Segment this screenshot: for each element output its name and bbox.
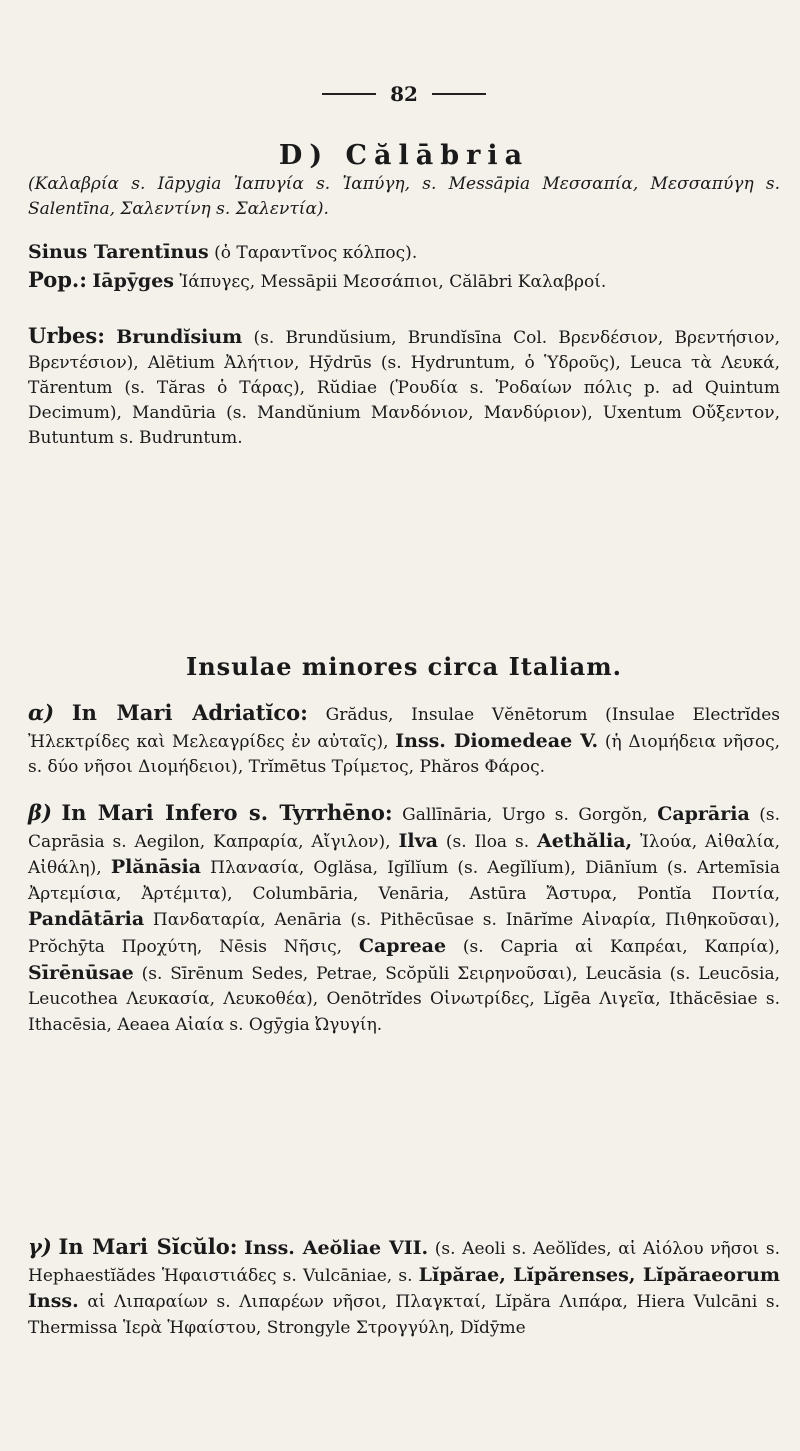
gamma-inss: Inss. Aeŏliae VII. — [244, 1237, 429, 1259]
header-rule-right — [432, 93, 486, 95]
beta-text-c: (s. Iloa s. — [445, 831, 530, 852]
sinus-text: (ὁ Ταραντῖνος κόλπος). — [214, 243, 418, 263]
pop-head: Pop.: — [28, 267, 87, 292]
section-title: D) Călābria — [278, 140, 530, 171]
pop-lead: Iāpȳges — [92, 270, 174, 292]
alpha-marker: α) — [28, 700, 55, 725]
beta-planasia: Plănāsia — [110, 856, 201, 879]
calabria-paragraph — [28, 172, 780, 222]
alpha-inss: Inss. Diomedeae V. — [395, 729, 599, 752]
beta-text-a: Gallīnāria, Urgo s. Gorgŏn, — [402, 805, 648, 825]
gamma-paragraph — [28, 1234, 780, 1341]
urbes-head: Urbes: — [28, 323, 105, 348]
beta-text-b: (s. Caprāsia s. Aegilon, Καπραρία, Αἴγιλον), — [28, 805, 780, 852]
beta-aethalia: Aethălia, — [537, 829, 633, 852]
alpha-paragraph — [28, 700, 780, 781]
page-number: 82 — [390, 82, 418, 106]
alpha-text-a: Grădus, Insulae Vĕnētorum (Insulae Electrĭdes Ἠλεκτρίδες καὶ Μελεαγρίδες ἐν αὐταῖς), — [28, 705, 780, 752]
beta-head: In Mari Infero s. Tyrrhēno: — [61, 800, 393, 825]
page-header — [28, 82, 780, 106]
beta-sirenusae: Sīrēnūsae — [28, 961, 134, 984]
urbes-paragraph — [28, 323, 780, 451]
beta-text-f: Πανδαταρία, Aenāria (s. Pithēcūsae s. Inārĭme Αἰναρία, Πιθηκοῦσαι), Prŏchȳta Προχύτη, Nēsis Νῆσις, — [28, 910, 780, 957]
pop-text: Ἰάπυγες, Messāpii Μεσσάπιοι, Călābri Καλαβροί. — [179, 272, 607, 292]
beta-ilva: Ilva — [398, 829, 438, 852]
beta-pandataria: Pandātāria — [28, 908, 145, 931]
beta-text-d: Ἰλούα, Αἰθαλία, Αἰθάλη), — [28, 831, 781, 879]
header-rule-left — [322, 93, 376, 95]
gamma-text-a: (s. Aeoli s. Aeŏlĭdes, αἱ Αἰόλου νῆσοι s. Hephaestĭădes Ἡφαιστιάδες s. Vulcāniae, s. — [28, 1239, 780, 1286]
sinus-head: Sinus Tarentīnus — [28, 241, 209, 263]
beta-text-h: (s. Sīrēnum Sedes, Petrae, Scŏpŭli Σειρηνοῦσαι), Leucăsia (s. Leucōsia, Leucothea Λευκασία, Λευκοθέα), Oenōtrĭdes Οἰνωτρίδες, Lĭgēa Λιγεῖα, Ithăcēsiae s. Ithacēsia, Aeaea Αἰαία s. Ogȳgia Ὠγυγίη. — [28, 963, 780, 1035]
gamma-head: In Mari Sĭcŭlo: — [58, 1234, 238, 1259]
beta-capraria: Caprāria — [657, 803, 750, 825]
gamma-text-b: αἱ Λιπαραίων s. Λιπαρέων νῆσοι, Πλαγκταί, Lĭpăra Λιπάρα, Hiera Vulcāni s. Thermissa Ἱερὰ Ἡφαίστου, Strongyle Στρογγύλη, Dĭdȳme — [28, 1292, 780, 1338]
beta-marker: β) — [28, 800, 52, 825]
alpha-head: In Mari Adriatĭco: — [71, 700, 308, 725]
beta-paragraph — [28, 800, 780, 1038]
insulae-title: Insulae minores circa Italiam. — [186, 652, 622, 681]
gamma-marker: γ) — [28, 1234, 52, 1259]
gamma-liparae: Lĭpărae, Lĭpărenses, Lĭpăraeorum Inss. — [28, 1263, 780, 1313]
beta-text-e: Πλανασία, Oglăsa, Igĭlĭum (s. Aegĭlĭum), Diānĭum (s. Artemīsia Ἀρτεμίσια, Ἀρτέμιτα), Columbāria, Venāria, Astūra Ἄστυρα, Pontĭa Ποντία, — [28, 858, 780, 904]
beta-text-g: (s. Capria αἱ Καπρέαι, Καπρία), — [462, 936, 780, 957]
alpha-text-b: (ἡ Διομήδεια νῆσος, s. δύο νῆσοι Διομήδειοι), Trĭmētus Τρίμετος, Phăros Φάρος. — [28, 731, 780, 778]
urbes-text: (s. Brundŭsium, Brundĭsīna Col. Βρενδέσιον, Βρεντήσιον, Βρεντέσιον), Alētium Ἀλήτιον, Hȳdrūs (s. Hydruntum, ὁ Ὑδροῦς), Leuca τὰ Λευκά, Tărentum (s. Tăras ὁ Τάρας), Rŭdiae (Ῥουδία s. Ῥοδαίων πόλις p. ad Quintum Decimum), Mandūria (s. Mandŭnium Μανδόνιον, Μανδύριον), Uxentum Οὔξεντον, Butuntum s. Budruntum. — [28, 328, 781, 449]
calabria-text: (Καλαβρία s. Iāpygia Ἰαπυγία s. Ἰαπύγη, s. Messāpia Μεσσαπία, Μεσσαπύγη s. Salentīna, Σαλεντίνη s. Σαλεντία). — [28, 174, 780, 220]
beta-capreae: Capreae — [358, 934, 447, 957]
pop-paragraph — [28, 267, 780, 295]
sinus-paragraph — [28, 240, 780, 266]
urbes-lead: Brundĭsium — [116, 326, 243, 348]
